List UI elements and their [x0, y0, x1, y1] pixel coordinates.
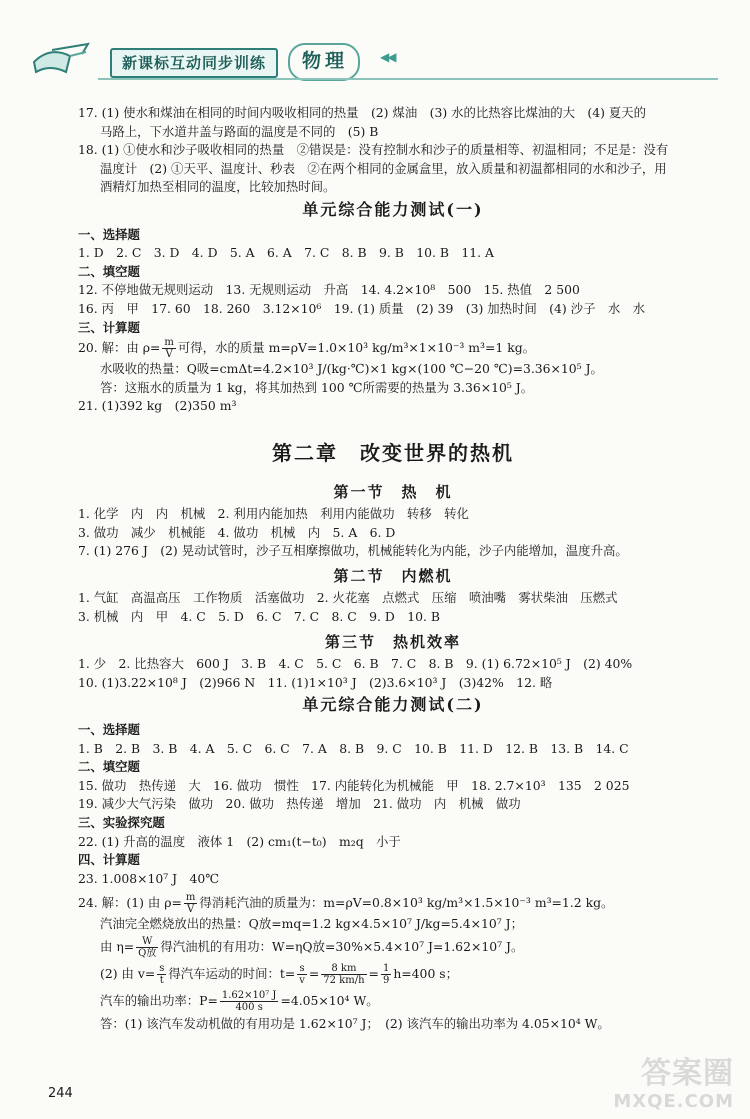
q24-p-pre: 汽车的输出功率：P=: [100, 992, 218, 1008]
q24-t-fraction4: [381, 963, 391, 986]
unit2-exp-label: 三、实验探究题: [78, 815, 165, 830]
q24-answer: 答：(1) 该汽车发动机做的有用功是 1.62×10⁷ J； (2) 该汽车的输出功率为 4.05×10⁴ W。: [100, 1015, 610, 1031]
q24-line1: [78, 892, 708, 915]
unit2-fill-line2: 19. 减少大气污染 做功 20. 做功 热传递 增加 21. 做功 内 机械 做功: [78, 796, 521, 812]
q24-eta-fraction: [136, 936, 158, 959]
q20-post: 可得，水的质量 m=ρV=1.0×10³ kg/m³×1×10⁻³ m³=1 kg。: [177, 340, 536, 356]
q24-t-num: s: [159, 962, 165, 974]
section-3-title: 第三节 热机效率: [324, 632, 461, 651]
q18-line1: 18. (1) ①使水和沙子吸收相同的热量 ②错误是：没有控制水和沙子的质量相等、初温相同；不足是：没有: [78, 142, 669, 158]
q24-eta-post: 得汽油机的有用功：W=ηQ放=30%×5.4×10⁷ J=1.62×10⁷ J。: [160, 938, 524, 954]
page-number: 244: [48, 1086, 73, 1101]
q24-p-post: =4.05×10⁴ W。: [280, 992, 379, 1008]
s3-line2: 10. (1)3.22×10⁸ J (2)966 N 11. (1)1×10³ J (2)3.6×10³ J (3)42% 12. 略: [78, 674, 553, 690]
q17-line2: 马路上，下水道井盖与路面的温度是不同的 (5) B: [100, 123, 379, 139]
q20-den: V: [165, 349, 173, 361]
q20-pre: 20. 解：由 ρ=: [78, 340, 161, 356]
s1-line3: 7. (1) 276 J (2) 晃动试管时，沙子互相摩擦做功，机械能转化为内能，沙子内能增加，温度升高。: [78, 543, 628, 559]
q24-t-num4: 1: [382, 962, 390, 974]
s2-line1: 1. 气缸 高温高压 工作物质 活塞做功 2. 火花塞 点燃式 压缩 喷油嘴 雾状柴油 压燃式: [78, 590, 618, 606]
q24-num: m: [185, 892, 196, 904]
q24-eta-num: W: [136, 936, 158, 948]
series-title: 新课标互动同步训练: [110, 48, 278, 78]
unit2-mc-label: 一、选择题: [78, 722, 140, 738]
unit1-mc-answers: 1. D 2. C 3. D 4. D 5. A 6. A 7. C 8. B 9. B 10. B 11. A: [78, 245, 494, 261]
unit1-fill-label: 二、填空题: [78, 263, 140, 279]
q24-heat: 汽油完全燃烧放出的热量：Q放=mq=1.2 kg×4.5×10⁷ J/kg=5.4×10⁷ J；: [100, 916, 523, 932]
arrows-icon: ◀◀: [380, 50, 395, 64]
s2-line2: 3. 机械 内 甲 4. C 5. D 6. C 7. C 8. C 9. D 10. B: [78, 609, 440, 625]
q23-line: 23. 1.008×10⁷ J 40℃: [78, 870, 220, 886]
q20-line1: [78, 337, 708, 360]
q20-heat: 水吸收的热量：Q吸=cmΔt=4.2×10³ J/(kg·℃)×1 kg×(100 ℃−20 ℃)=3.36×10⁵ J。: [100, 361, 603, 377]
q21-line: 21. (1)392 kg (2)350 m³: [78, 398, 237, 414]
s1-line1: 1. 化学 内 内 机械 2. 利用内能加热 利用内能做功 转移 转化: [78, 506, 469, 522]
q18-line2: 温度计 (2) ①天平、温度计、秒表 ②在两个相同的金属盒里，放入质量和初温都相同的水和沙子，用: [100, 160, 667, 176]
page-header: [30, 40, 720, 84]
q17-line1: 17. (1) 使水和煤油在相同的时间内吸收相同的热量 (2) 煤油 (3) 水的比热容比煤油的大 (4) 夏天的: [78, 105, 647, 120]
q18-line3: 酒精灯加热至相同的温度，比较加热时间。: [100, 179, 336, 195]
unit2-mc-answers: 1. B 2. B 3. B 4. A 5. C 6. C 7. A 8. B 9. C 10. B 11. D 12. B 13. B 14. C: [78, 740, 629, 756]
chapter-title: 第二章 改变世界的热机: [272, 440, 514, 465]
watermark-main: 答案圈: [641, 1056, 734, 1091]
unit1-calc-label: 三、计算题: [78, 319, 140, 335]
q24-t-den4: 9: [382, 974, 390, 986]
unit1-fill-line2: 16. 丙 甲 17. 60 18. 260 3.12×10⁶ 19. (1) 质量 (2) 39 (3) 加热时间 (4) 沙子 水 水: [78, 300, 646, 316]
q24-pre: 24. 解：(1) 由 ρ=: [78, 895, 182, 911]
unit1-mc-label: 一、选择题: [78, 226, 140, 242]
unit-test-2-title: 单元综合能力测试(二): [302, 695, 484, 715]
section-1-title: 第一节 热 机: [333, 482, 453, 501]
q24-t-fraction1: [157, 963, 166, 986]
q24-t-den2: v: [299, 974, 305, 986]
q24-t-mid: 得汽车运动的时间：t=: [168, 965, 296, 981]
q24-p-den: 400 s: [235, 1001, 263, 1013]
q24-t-num2: s: [297, 963, 307, 975]
q20-fraction: [162, 337, 175, 360]
q24-fraction: [184, 892, 197, 915]
book-logo-icon: [30, 42, 92, 78]
q24-t-fraction3: [321, 963, 366, 986]
q24-eta: [78, 936, 708, 959]
header-divider: [98, 78, 718, 80]
q22-line: 22. (1) 升高的温度 液体 1 (2) cm₁(t−t₀) m₂q 小于: [78, 833, 401, 849]
unit2-fill-label: 二、填空题: [78, 759, 140, 775]
q24-eta-den: Q放: [138, 947, 157, 959]
q20-answer: 答：这瓶水的质量为 1 kg，将其加热到 100 ℃所需要的热量为 3.36×10⁵ J。: [100, 379, 534, 395]
q24-power: [78, 990, 708, 1013]
watermark-sub: MXQE.COM: [613, 1091, 734, 1112]
unit2-calc-label: 四、计算题: [78, 852, 140, 868]
unit-test-1-title: 单元综合能力测试(一): [302, 199, 484, 219]
watermark-logo: [613, 1056, 734, 1116]
q24-t-den3: 72 km/h: [323, 974, 365, 986]
subject-title: 物理: [301, 50, 348, 72]
section-2-title: 第二节 内燃机: [333, 566, 453, 585]
q24-t-num3: 8 km: [321, 963, 366, 975]
q24-t-fraction2: [297, 963, 307, 986]
q24-post: 得消耗汽油的质量为：m=ρV=0.8×10³ kg/m³×1.5×10⁻³ m³=1.2 kg。: [199, 895, 614, 911]
q24-p-num: 1.62×10⁷ J: [221, 989, 277, 1001]
q24-t-den: t: [159, 974, 164, 986]
unit1-fill-line1: 12. 不停地做无规则运动 13. 无规则运动 升高 14. 4.2×10⁸ 500 15. 热值 2 500: [78, 282, 580, 298]
q20-num: m: [164, 337, 174, 349]
q24-t-post: h=400 s；: [393, 965, 459, 981]
q24-time: [78, 963, 708, 986]
q24-den: V: [187, 904, 195, 916]
s1-line2: 3. 做功 减少 机械能 4. 做功 机械 内 5. A 6. D: [78, 524, 396, 540]
answer-content: [78, 104, 708, 1034]
q24-t-eq2: =: [368, 965, 379, 981]
unit2-fill-line1: 15. 做功 热传递 大 16. 做功 惯性 17. 内能转化为机械能 甲 18. 2.7×10³ 135 2 025: [78, 777, 630, 793]
q24-t-pre: (2) 由 v=: [100, 965, 156, 981]
q24-p-fraction: [220, 990, 279, 1013]
q24-eta-pre: 由 η=: [100, 938, 135, 954]
q24-t-eq1: =: [308, 965, 320, 981]
s3-line1: 1. 少 2. 比热容大 600 J 3. B 4. C 5. C 6. B 7. C 8. B 9. (1) 6.72×10⁵ J (2) 40%: [78, 656, 633, 672]
